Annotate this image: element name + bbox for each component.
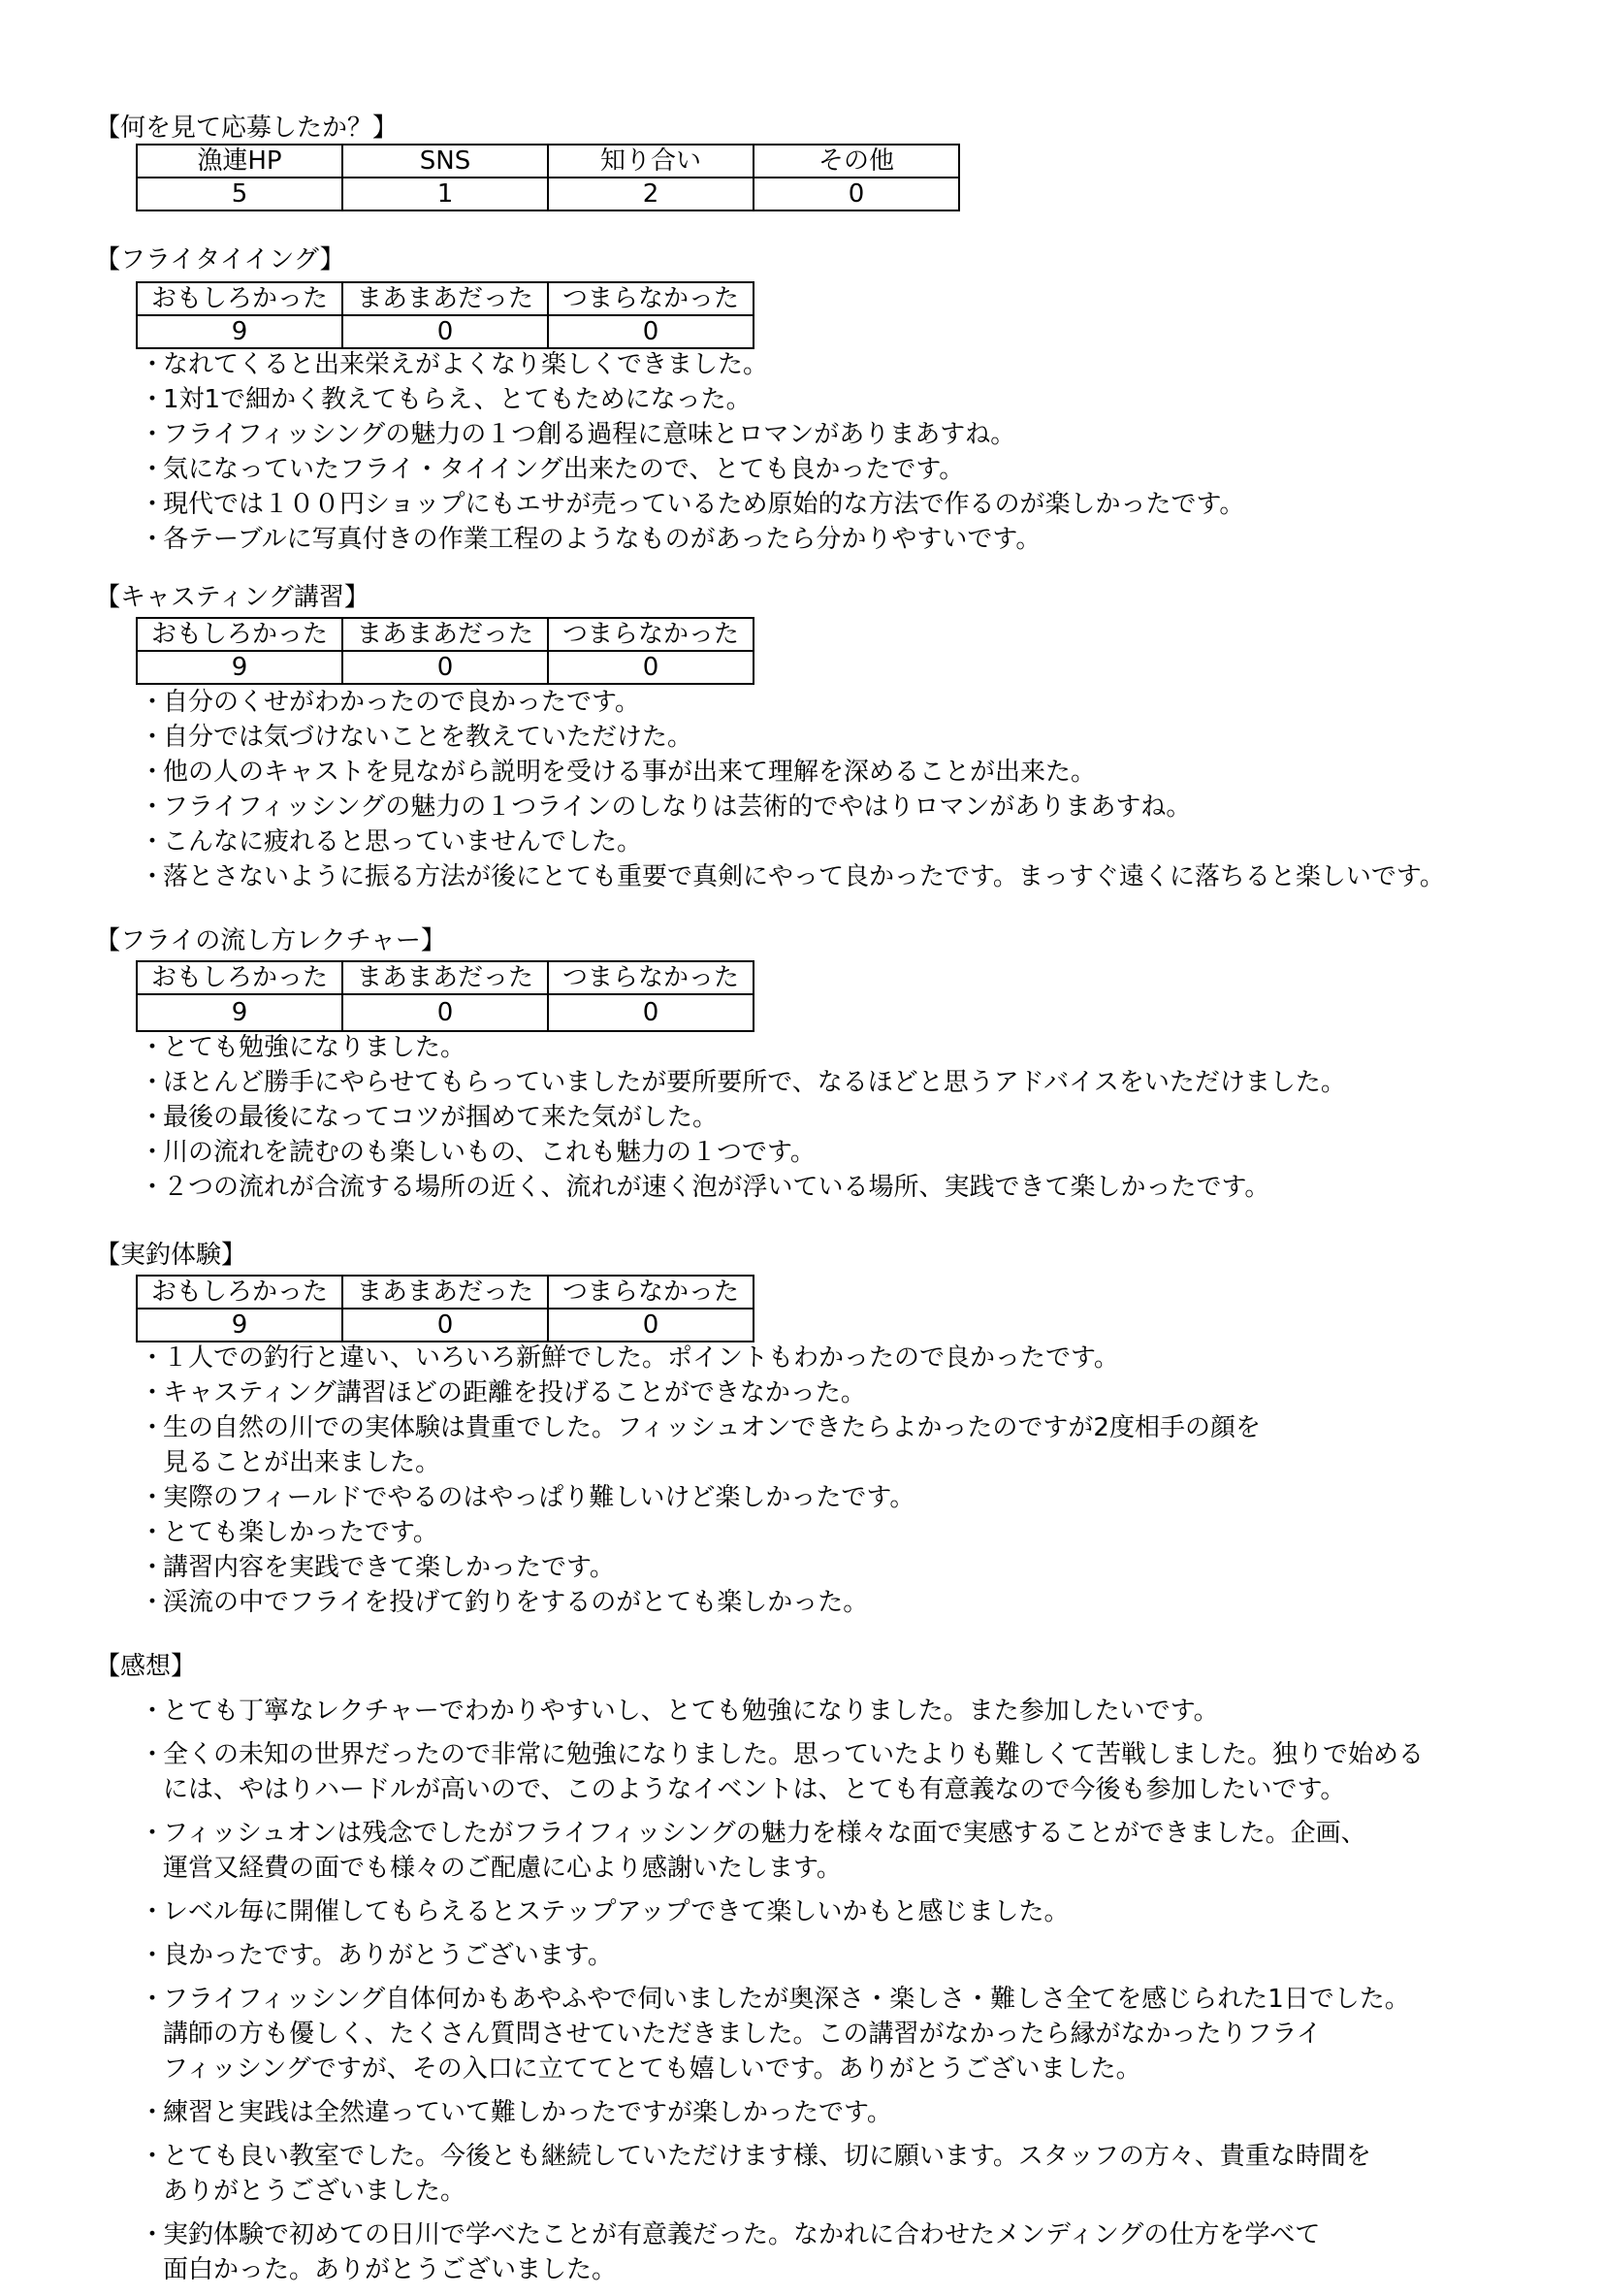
table-header-cell: まあまあだった — [342, 961, 548, 994]
list-item-line: ・ 練習と実践は全然違っていて難しかったですが楽しかったです。 — [163, 2098, 892, 2127]
list-item-line: 講師の方も優しく、たくさん質問させていただきました。この講習がなかったら縁がなかったりフライ — [163, 2020, 1322, 2049]
list-item — [140, 1585, 1575, 1620]
list-item — [140, 1737, 1575, 1807]
list-item — [140, 2095, 1575, 2130]
list-item — [140, 1550, 1575, 1585]
list-item: ・ 気になっていたフライ・タイイング出来たので、とても良かったです。 — [140, 452, 1575, 487]
table-header-cell: つまらなかった — [548, 282, 754, 315]
list-item — [140, 1694, 1575, 1729]
list-item: ・ 自分では気づけないことを教えていただけた。 — [140, 720, 1575, 755]
table-header-row — [137, 618, 754, 651]
flytying-comments — [140, 347, 1575, 557]
list-item-line: ・ とても丁寧なレクチャーでわかりやすいし、とても勉強になりました。また参加したいです。 — [163, 1697, 1219, 1726]
table-cell: 0 — [342, 1309, 548, 1342]
section-title-source: 【何を見て応募したか？】 — [95, 113, 399, 143]
table-cell: 5 — [137, 178, 342, 210]
list-item: ・ 現代では１００円ショップにもエサが売っているため原始的な方法で作るのが楽しかったです。 — [140, 487, 1575, 522]
list-item-line: ・ フライフィッシング自体何かもあやふやで伺いましたが奥深さ・楽しさ・難しさ全てを感じられた1日でした。 — [163, 1985, 1410, 2014]
table-cell: 9 — [137, 994, 342, 1031]
list-item-line: フィッシングですが、その入口に立ててとても嬉しいです。ありがとうございました。 — [163, 2054, 1141, 2084]
fishing-rating-table — [136, 1275, 754, 1342]
section-title-casting: 【キャスティング講習】 — [95, 583, 369, 612]
list-item: ・ 最後の最後になってコツが掴めて来た気がした。 — [140, 1100, 1575, 1135]
table-header-cell: まあまあだった — [342, 618, 548, 651]
list-item-line: ・ レベル毎に開催してもらえるとステップアップできて楽しいかもと感じました。 — [163, 1897, 1070, 1926]
list-item-line: ・ 実際のフィールドでやるのはやっぱり難しいけど楽しかったです。 — [163, 1483, 915, 1512]
table-cell: 0 — [548, 994, 754, 1031]
table-cell: 1 — [342, 178, 548, 210]
table-header-row — [137, 282, 754, 315]
flytying-rating-table — [136, 281, 754, 349]
table-header-cell: 知り合い — [548, 145, 754, 178]
table-row — [137, 315, 754, 348]
list-item-line: ありがとうございました。 — [163, 2177, 466, 2206]
list-item-line: ・ 実釣体験で初めての日川で学べたことが有意義だった。なかれに合わせたメンディングの仕方を学べて — [163, 2220, 1321, 2249]
table-row — [137, 1309, 754, 1342]
table-row — [137, 994, 754, 1031]
list-item-line: ・ キャスティング講習ほどの距離を投げることができなかった。 — [163, 1378, 866, 1407]
list-item — [140, 1515, 1575, 1550]
table-row — [137, 651, 754, 684]
drift-rating-table — [136, 960, 754, 1032]
list-item: ・ 他の人のキャストを見ながら説明を受ける事が出来て理解を深めることが出来た。 — [140, 755, 1575, 790]
table-cell: 9 — [137, 1309, 342, 1342]
list-item-line: ・ 良かったです。ありがとうございます。 — [163, 1941, 613, 1970]
table-cell: 9 — [137, 315, 342, 348]
list-item: ・ 落とさないように振る方法が後にとても重要で真剣にやって良かったです。まっすぐ遠くに落ちると楽しいです。 — [140, 859, 1575, 894]
list-item-line: には、やはりハードルが高いので、このようなイベントは、とても有意義なので今後も参加したいです。 — [163, 1775, 1346, 1804]
list-item: ・ ２つの流れが合流する場所の近く、流れが速く泡が浮いている場所、実践できて楽しかったです。 — [140, 1170, 1575, 1205]
table-header-cell: つまらなかった — [548, 961, 754, 994]
table-header-cell: その他 — [754, 145, 959, 178]
list-item: ・ ほとんど勝手にやらせてもらっていましたが要所要所で、なるほどと思うアドバイスをいただけました。 — [140, 1065, 1575, 1100]
section-title-drift: 【フライの流し方レクチャー】 — [95, 926, 446, 955]
section-title-fishing: 【実釣体験】 — [95, 1241, 247, 1270]
list-item — [140, 1375, 1575, 1410]
source-table — [136, 144, 960, 211]
table-cell: 0 — [342, 994, 548, 1031]
list-item — [140, 1938, 1575, 1973]
list-item-line: ・ とても良い教室でした。今後とも継続していただけます様、切に願います。スタッフの方々、貴重な時間を — [163, 2142, 1371, 2171]
casting-comments — [140, 685, 1575, 894]
table-cell: 0 — [754, 178, 959, 210]
table-header-cell: まあまあだった — [342, 1276, 548, 1309]
table-cell: 0 — [342, 315, 548, 348]
list-item: ・ フライフィッシングの魅力の１つ創る過程に意味とロマンがありまあすね。 — [140, 417, 1575, 452]
table-header-cell: つまらなかった — [548, 1276, 754, 1309]
table-header-cell: 漁連HP — [137, 145, 342, 178]
list-item — [140, 1816, 1575, 1886]
list-item — [140, 1410, 1575, 1480]
list-item-line: 面白かった。ありがとうございました。 — [163, 2255, 618, 2284]
list-item — [140, 2139, 1575, 2209]
list-item: ・ 1対1で細かく教えてもらえ、とてもためになった。 — [140, 382, 1575, 417]
table-row — [137, 178, 959, 210]
list-item-line: ・ １人での釣行と違い、いろいろ新鮮でした。ポイントもわかったので良かったです。 — [163, 1343, 1119, 1373]
section-title-impressions: 【感想】 — [95, 1652, 197, 1681]
list-item — [140, 1982, 1575, 2086]
impressions-comments — [140, 1694, 1575, 2296]
list-item — [140, 1341, 1575, 1375]
table-header-row — [137, 1276, 754, 1309]
list-item-line: ・ 講習内容を実践できて楽しかったです。 — [163, 1553, 615, 1582]
list-item-line: 見ることが出来ました。 — [163, 1448, 441, 1477]
list-item: ・ とても勉強になりました。 — [140, 1030, 1575, 1065]
table-header-cell: つまらなかった — [548, 618, 754, 651]
list-item-line: ・ とても楽しかったです。 — [163, 1518, 438, 1547]
section-title-flytying: 【フライタイイング】 — [95, 245, 345, 275]
table-cell: 2 — [548, 178, 754, 210]
list-item: ・ 各テーブルに写真付きの作業工程のようなものがあったら分かりやすいです。 — [140, 522, 1575, 557]
table-header-cell: おもしろかった — [137, 961, 342, 994]
table-header-row — [137, 145, 959, 178]
table-header-cell: おもしろかった — [137, 282, 342, 315]
table-header-cell: おもしろかった — [137, 618, 342, 651]
table-header-cell: まあまあだった — [342, 282, 548, 315]
list-item: ・ 川の流れを読むのも楽しいもの、これも魅力の１つです。 — [140, 1135, 1575, 1170]
table-cell: 0 — [548, 315, 754, 348]
list-item: ・ 自分のくせがわかったので良かったです。 — [140, 685, 1575, 720]
list-item — [140, 1894, 1575, 1929]
list-item: ・ こんなに疲れると思っていませんでした。 — [140, 825, 1575, 859]
list-item: ・ なれてくると出来栄えがよくなり楽しくできました。 — [140, 347, 1575, 382]
list-item-line: ・ 渓流の中でフライを投げて釣りをするのがとても楽しかった。 — [163, 1588, 869, 1617]
table-cell: 9 — [137, 651, 342, 684]
list-item — [140, 2217, 1575, 2287]
table-cell: 0 — [548, 651, 754, 684]
casting-rating-table — [136, 617, 754, 685]
drift-comments — [140, 1030, 1575, 1205]
list-item-line: ・ フィッシュオンは残念でしたがフライフィッシングの魅力を様々な面で実感することができました。企画、 — [163, 1819, 1366, 1848]
list-item-line: ・ 生の自然の川での実体験は貴重でした。フィッシュオンできたらよかったのですが2度相手の顔を — [163, 1413, 1261, 1442]
table-header-row — [137, 961, 754, 994]
fishing-comments — [140, 1341, 1575, 1620]
list-item-line: ・ 全くの未知の世界だったので非常に勉強になりました。思っていたよりも難しくて苦戦しました。独りで始める — [163, 1740, 1425, 1769]
table-cell: 0 — [342, 651, 548, 684]
list-item — [140, 1480, 1575, 1515]
table-cell: 0 — [548, 1309, 754, 1342]
table-header-cell: SNS — [342, 145, 548, 178]
list-item: ・ フライフィッシングの魅力の１つラインのしなりは芸術的でやはりロマンがありまあすね。 — [140, 790, 1575, 825]
list-item-line: 運営又経費の面でも様々のご配慮に心より感謝いたします。 — [163, 1854, 842, 1883]
table-header-cell: おもしろかった — [137, 1276, 342, 1309]
